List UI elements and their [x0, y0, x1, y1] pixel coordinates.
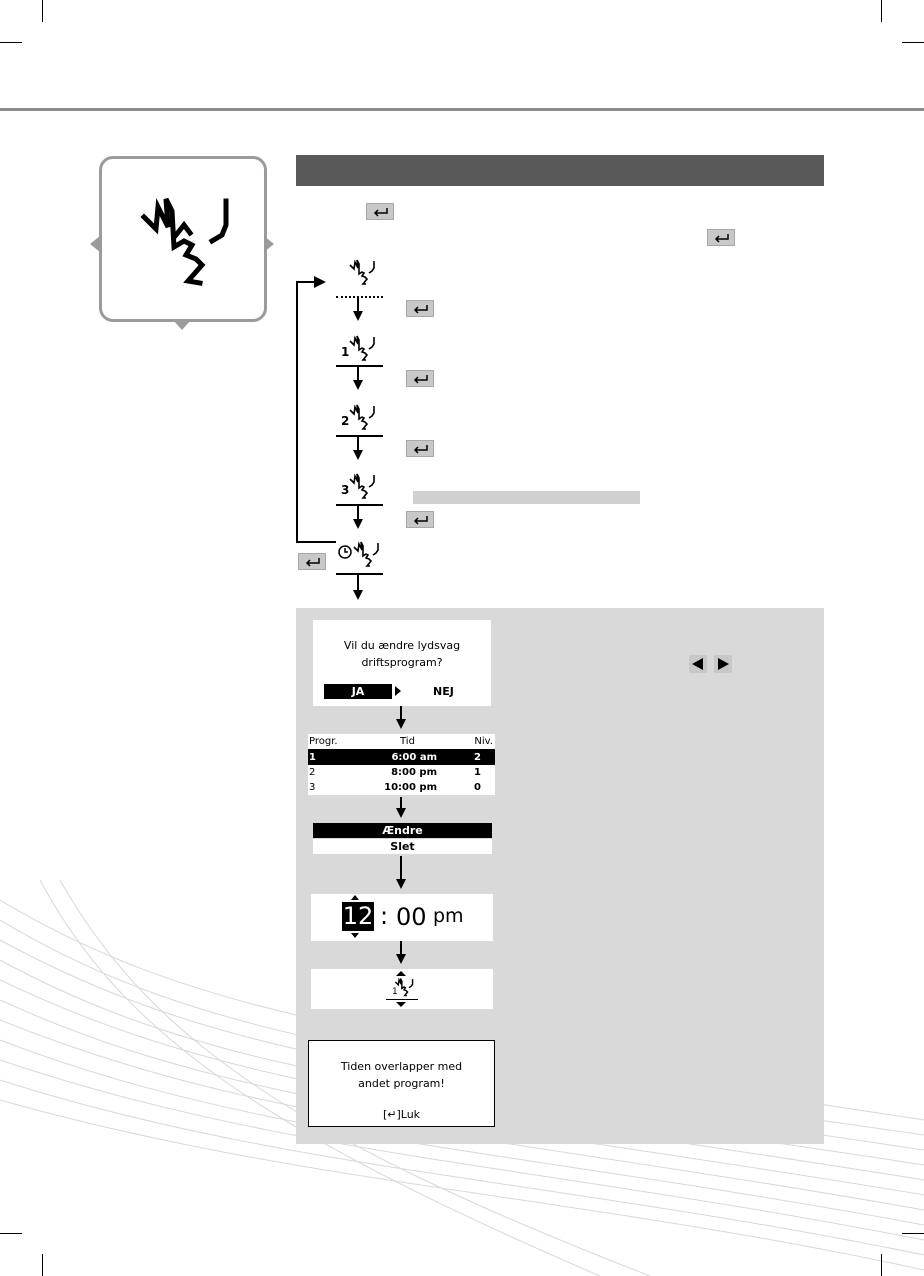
loop-line	[296, 541, 336, 543]
hour-field[interactable]	[342, 902, 374, 931]
step-divider	[336, 435, 383, 437]
crop-mark	[881, 1254, 882, 1276]
down-arrow-icon	[353, 519, 363, 529]
enter-key-icon	[406, 511, 434, 528]
level-preview-screen	[311, 969, 493, 1009]
cell-time: 6:00 am	[391, 752, 437, 763]
selection-pointer-icon	[395, 686, 401, 696]
cell-time: 8:00 pm	[391, 767, 437, 778]
dialog-question-line2: driftsprogram?	[361, 656, 443, 669]
enter-key-icon	[298, 553, 326, 570]
hour-up-icon	[351, 895, 359, 900]
step-divider	[336, 573, 383, 575]
crop-mark	[0, 1233, 22, 1234]
error-line2: andet program!	[358, 1077, 445, 1090]
down-arrow-icon	[353, 311, 363, 321]
change-menu-item[interactable]: Ændre	[313, 823, 492, 838]
enter-key-icon	[366, 203, 394, 220]
section-title-bar	[296, 155, 824, 186]
down-arrow-icon	[396, 954, 406, 964]
delete-menu-item[interactable]: Slet	[313, 839, 492, 854]
flow-line	[400, 856, 402, 880]
table-header	[308, 734, 495, 750]
crop-mark	[881, 0, 882, 22]
level-down-icon	[396, 1002, 406, 1007]
crop-mark	[902, 42, 924, 43]
header-time: Tid	[400, 736, 415, 747]
step-number: 1	[341, 345, 350, 359]
cell-program: 1	[309, 752, 316, 763]
cell-time: 10:00 pm	[384, 782, 437, 793]
crop-mark	[42, 1254, 43, 1276]
hand-silence-icon	[347, 258, 377, 286]
down-arrow-icon	[353, 380, 363, 390]
time-separator: :	[380, 902, 389, 930]
down-arrow-icon	[353, 590, 363, 600]
period-value[interactable]: pm	[433, 905, 464, 927]
no-button[interactable]: NEJ	[433, 685, 454, 698]
cell-level: 1	[474, 767, 481, 778]
loop-line	[296, 281, 316, 283]
hand-silence-icon	[347, 403, 377, 431]
flow-line	[357, 506, 359, 520]
program-table	[308, 734, 495, 795]
cell-program: 2	[309, 767, 316, 778]
flow-line	[357, 367, 359, 381]
step-number: 2	[341, 414, 350, 428]
down-arrow-icon	[396, 879, 406, 889]
enter-key-icon	[406, 370, 434, 387]
header-program: Progr.	[309, 736, 338, 747]
minutes-value[interactable]: 00	[396, 903, 427, 931]
cell-level: 0	[474, 782, 481, 793]
dialog-question-line1: Vil du ændre lydsvag	[343, 639, 461, 652]
crop-mark	[0, 42, 22, 43]
loop-line	[296, 281, 298, 543]
step-divider	[336, 365, 383, 367]
hand-silence-icon	[132, 191, 238, 295]
overlap-error-dialog	[308, 1040, 495, 1127]
down-arrow-icon	[353, 450, 363, 460]
right-arrow-key	[714, 655, 732, 673]
quiet-mode-icon-box	[99, 156, 267, 322]
header-rule	[0, 108, 924, 111]
enter-key-icon	[406, 440, 434, 457]
cell-level: 2	[474, 752, 481, 763]
level-up-icon	[396, 971, 406, 976]
table-row[interactable]	[308, 780, 495, 795]
left-arrow-icon	[90, 236, 100, 252]
hand-silence-icon	[351, 540, 381, 568]
hand-silence-icon	[347, 472, 377, 500]
crop-mark	[42, 0, 43, 22]
cell-program: 3	[309, 782, 316, 793]
flow-line	[400, 706, 402, 720]
down-arrow-icon	[173, 320, 191, 330]
right-arrow-icon	[264, 236, 274, 252]
flow-line	[400, 941, 402, 955]
table-row[interactable]	[308, 765, 495, 780]
down-arrow-icon	[396, 808, 406, 818]
crop-mark	[902, 1233, 924, 1234]
level-number: 1	[392, 987, 398, 997]
yes-button[interactable]: JA	[324, 684, 392, 699]
error-line1: Tiden overlapper med	[340, 1060, 463, 1073]
step-number: 3	[341, 483, 350, 497]
time-setting-screen	[311, 894, 493, 941]
step-divider	[336, 296, 383, 298]
flow-line	[357, 437, 359, 451]
confirm-dialog	[313, 620, 491, 706]
highlight-bar	[413, 491, 640, 504]
hand-silence-icon	[347, 334, 377, 362]
level-divider	[386, 999, 418, 1000]
table-row[interactable]	[308, 750, 495, 765]
left-arrow-key	[689, 655, 707, 673]
flow-line	[357, 575, 359, 591]
step-divider	[336, 504, 383, 506]
close-button[interactable]: [↵]Luk	[382, 1108, 421, 1121]
loop-arrow-icon	[314, 276, 326, 288]
flow-line	[357, 298, 359, 312]
down-arrow-icon	[396, 719, 406, 729]
enter-key-icon	[406, 300, 434, 317]
hour-down-icon	[351, 933, 359, 938]
header-level: Niv.	[474, 736, 493, 747]
enter-key-icon	[707, 229, 735, 246]
hour-value: 12	[342, 902, 374, 930]
